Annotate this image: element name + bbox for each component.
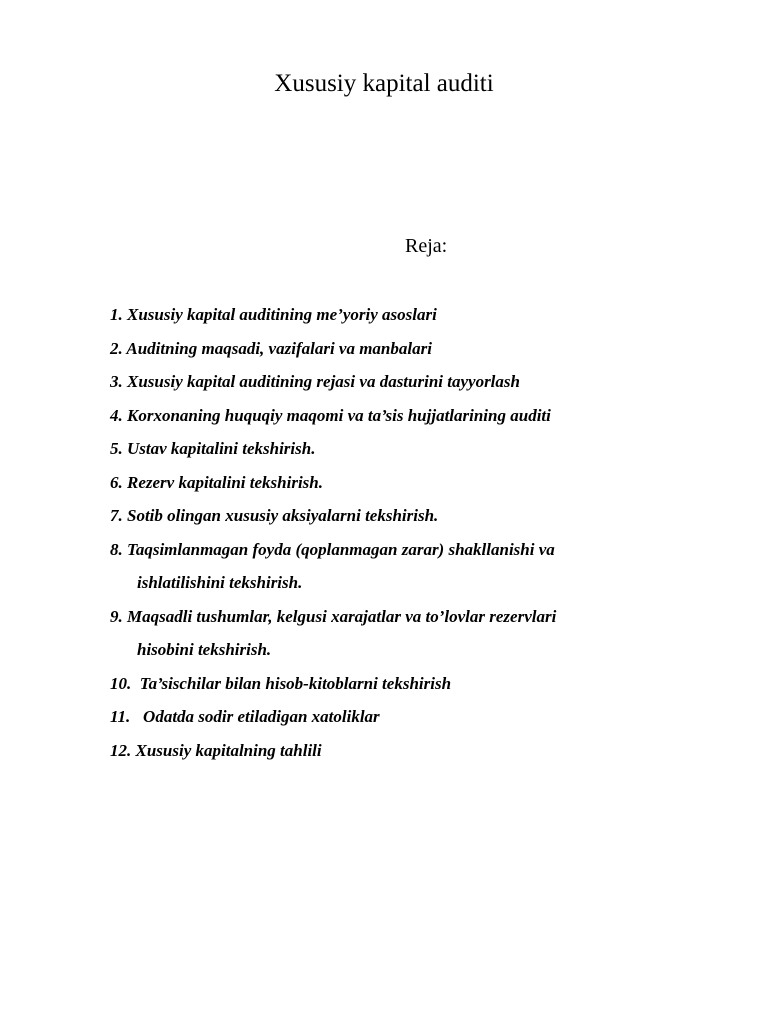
plan-list	[110, 298, 710, 767]
plan-item-text: 11. Odatda sodir etiladigan xatoliklar	[110, 707, 380, 726]
plan-item-text: 3. Xususiy kapital auditining rejasi va dasturini tayyorlash	[110, 372, 520, 391]
plan-item-text: 5. Ustav kapitalini tekshirish.	[110, 439, 316, 458]
plan-item	[110, 667, 710, 701]
plan-item	[110, 365, 710, 399]
plan-item-text: 1. Xususiy kapital auditining me’yoriy asoslari	[110, 305, 437, 324]
plan-item	[110, 298, 710, 332]
plan-item	[110, 466, 710, 500]
plan-item	[110, 332, 710, 366]
plan-heading: Reja:	[405, 235, 448, 257]
plan-item-text: 10. Ta’sischilar bilan hisob-kitoblarni tekshirish	[110, 673, 452, 693]
document-title: Xususiy kapital auditi	[274, 70, 494, 97]
plan-item	[110, 600, 710, 634]
plan-item-text: 9. Maqsadli tushumlar, kelgusi xarajatlar va to’lovlar rezervlari	[110, 606, 557, 626]
plan-item-continuation	[110, 633, 710, 667]
plan-item-text: 6. Rezerv kapitalini tekshirish.	[110, 472, 323, 492]
plan-item	[110, 432, 710, 466]
plan-item	[110, 734, 710, 768]
plan-item	[110, 399, 710, 433]
plan-item	[110, 700, 710, 734]
plan-item	[110, 533, 710, 567]
plan-item-text: 2. Auditning maqsadi, vazifalari va manbalari	[110, 338, 432, 358]
plan-item-continuation	[110, 566, 710, 600]
plan-item	[110, 499, 710, 533]
plan-item-text: 8. Taqsimlanmagan foyda (qoplanmagan zarar) shakllanishi va	[110, 539, 555, 559]
plan-item-text: hisobini tekshirish.	[137, 640, 272, 659]
plan-item-text: 7. Sotib olingan xususiy aksiyalarni tekshirish.	[110, 506, 439, 525]
plan-item-text: 12. Xususiy kapitalning tahlili	[110, 740, 322, 760]
plan-item-text: ishlatilishini tekshirish.	[137, 573, 303, 592]
plan-item-text: 4. Korxonaning huquqiy maqomi va ta’sis hujjatlarining auditi	[110, 405, 551, 425]
